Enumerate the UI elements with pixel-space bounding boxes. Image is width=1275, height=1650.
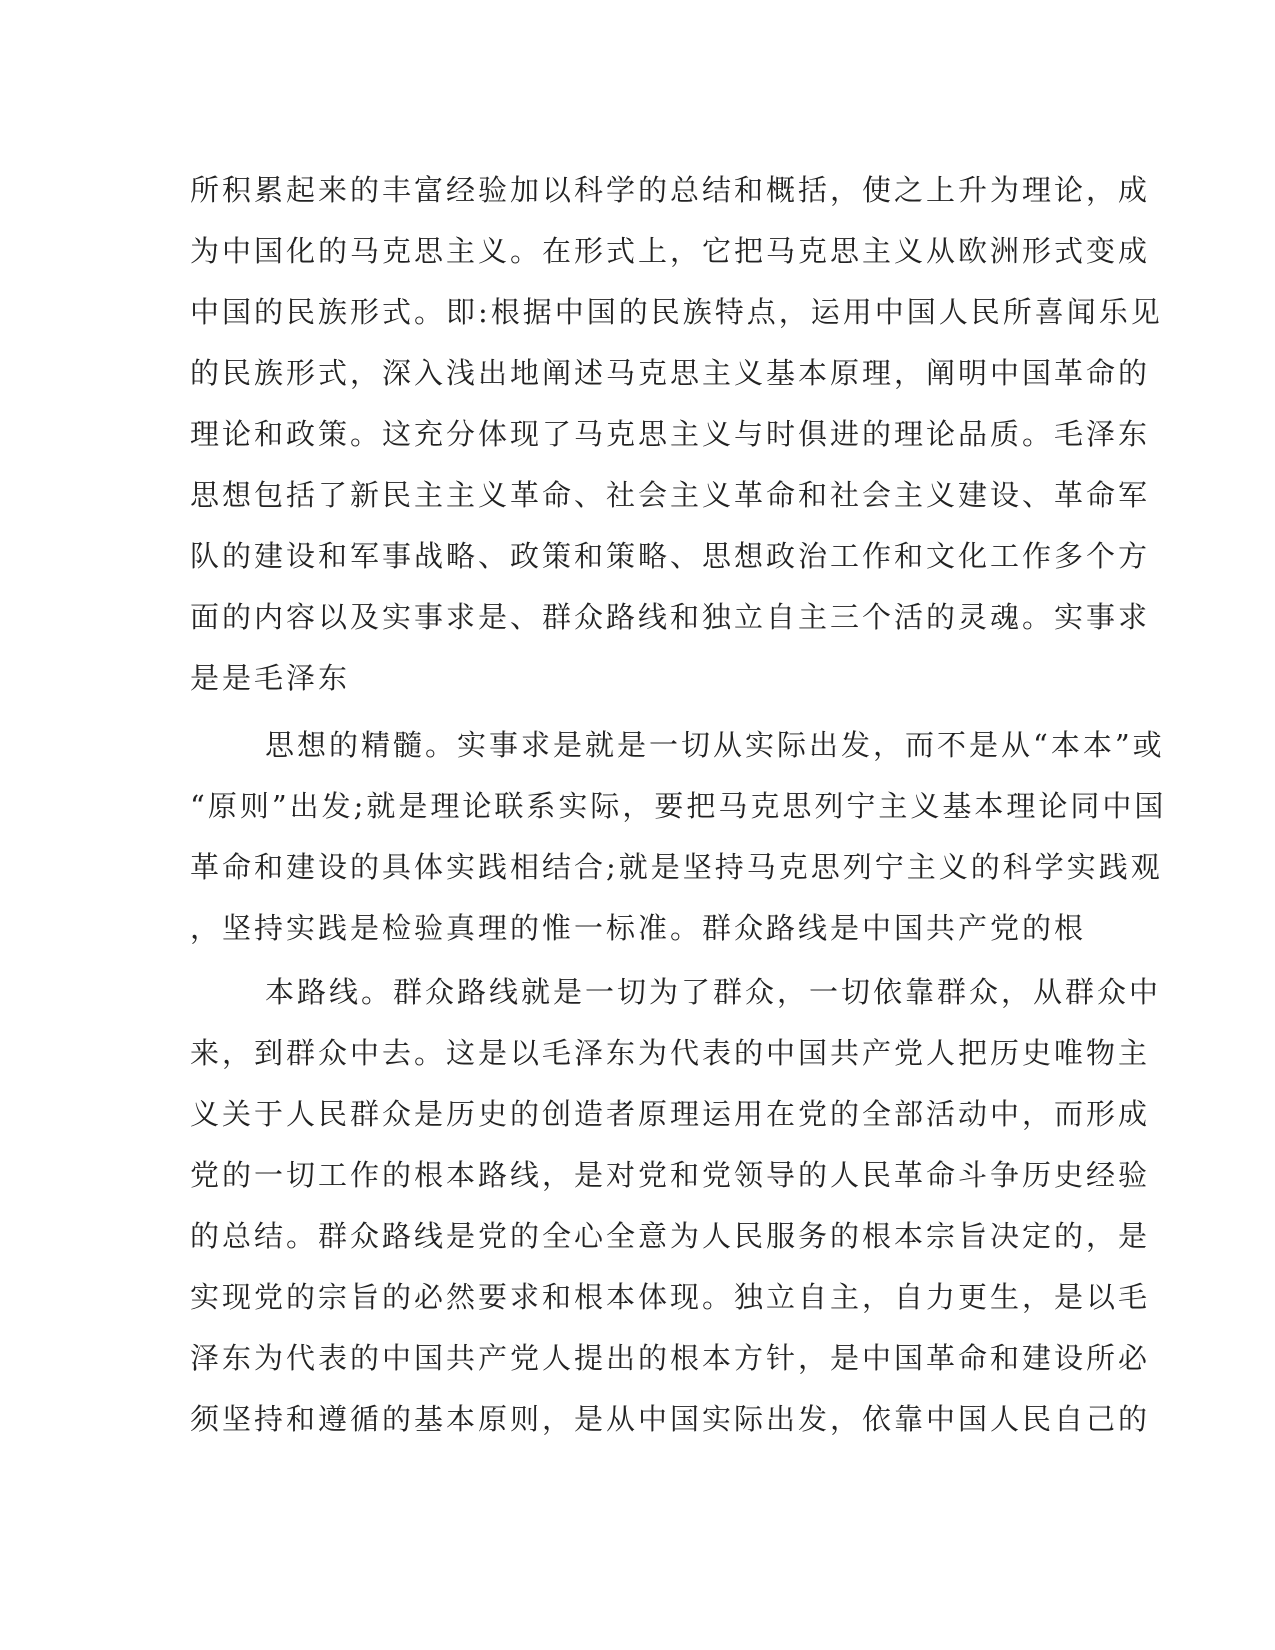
- paragraph-line: 实现党的宗旨的必然要求和根本体现。独立自主，自力更生，是以毛: [190, 1280, 1151, 1314]
- paragraph-line: 本路线。群众路线就是一切为了群众，一切依靠群众，从群众中: [265, 975, 1162, 1009]
- paragraph-line: 义关于人民群众是历史的创造者原理运用在党的全部活动中，而形成: [190, 1097, 1151, 1131]
- paragraph-line: 所积累起来的丰富经验加以科学的总结和概括，使之上升为理论，成: [190, 173, 1151, 207]
- paragraph-line: 思想的精髓。实事求是就是一切从实际出发，而不是从“本本”或: [265, 728, 1165, 762]
- paragraph-line: “原则”出发;就是理论联系实际，要把马克思列宁主义基本理论同中国: [190, 789, 1167, 823]
- paragraph-line: 是是毛泽东: [190, 661, 351, 695]
- paragraph-line: ，坚持实践是检验真理的惟一标准。群众路线是中国共产党的根: [190, 911, 1087, 945]
- paragraph-line: 队的建设和军事战略、政策和策略、思想政治工作和文化工作多个方: [190, 539, 1151, 573]
- paragraph-line: 来，到群众中去。这是以毛泽东为代表的中国共产党人把历史唯物主: [190, 1036, 1151, 1070]
- paragraph-3: [190, 962, 1162, 1450]
- paragraph-line: 泽东为代表的中国共产党人提出的根本方针，是中国革命和建设所必: [190, 1341, 1151, 1375]
- paragraph-line: 中国的民族形式。即:根据中国的民族特点，运用中国人民所喜闻乐见: [190, 295, 1163, 329]
- paragraph-1: [190, 160, 1163, 709]
- paragraph-line: 思想包括了新民主主义革命、社会主义革命和社会主义建设、革命军: [190, 478, 1151, 512]
- paragraph-2: [190, 715, 1167, 959]
- paragraph-line: 的总结。群众路线是党的全心全意为人民服务的根本宗旨决定的，是: [190, 1219, 1151, 1253]
- paragraph-line: 为中国化的马克思主义。在形式上，它把马克思主义从欧洲形式变成: [190, 234, 1151, 268]
- paragraph-line: 党的一切工作的根本路线，是对党和党领导的人民革命斗争历史经验: [190, 1158, 1151, 1192]
- paragraph-line: 革命和建设的具体实践相结合;就是坚持马克思列宁主义的科学实践观: [190, 850, 1163, 884]
- paragraph-line: 的民族形式，深入浅出地阐述马克思主义基本原理，阐明中国革命的: [190, 356, 1151, 390]
- paragraph-line: 面的内容以及实事求是、群众路线和独立自主三个活的灵魂。实事求: [190, 600, 1151, 634]
- paragraph-line: 须坚持和遵循的基本原则，是从中国实际出发，依靠中国人民自己的: [190, 1402, 1151, 1436]
- paragraph-line: 理论和政策。这充分体现了马克思主义与时俱进的理论品质。毛泽东: [190, 417, 1151, 451]
